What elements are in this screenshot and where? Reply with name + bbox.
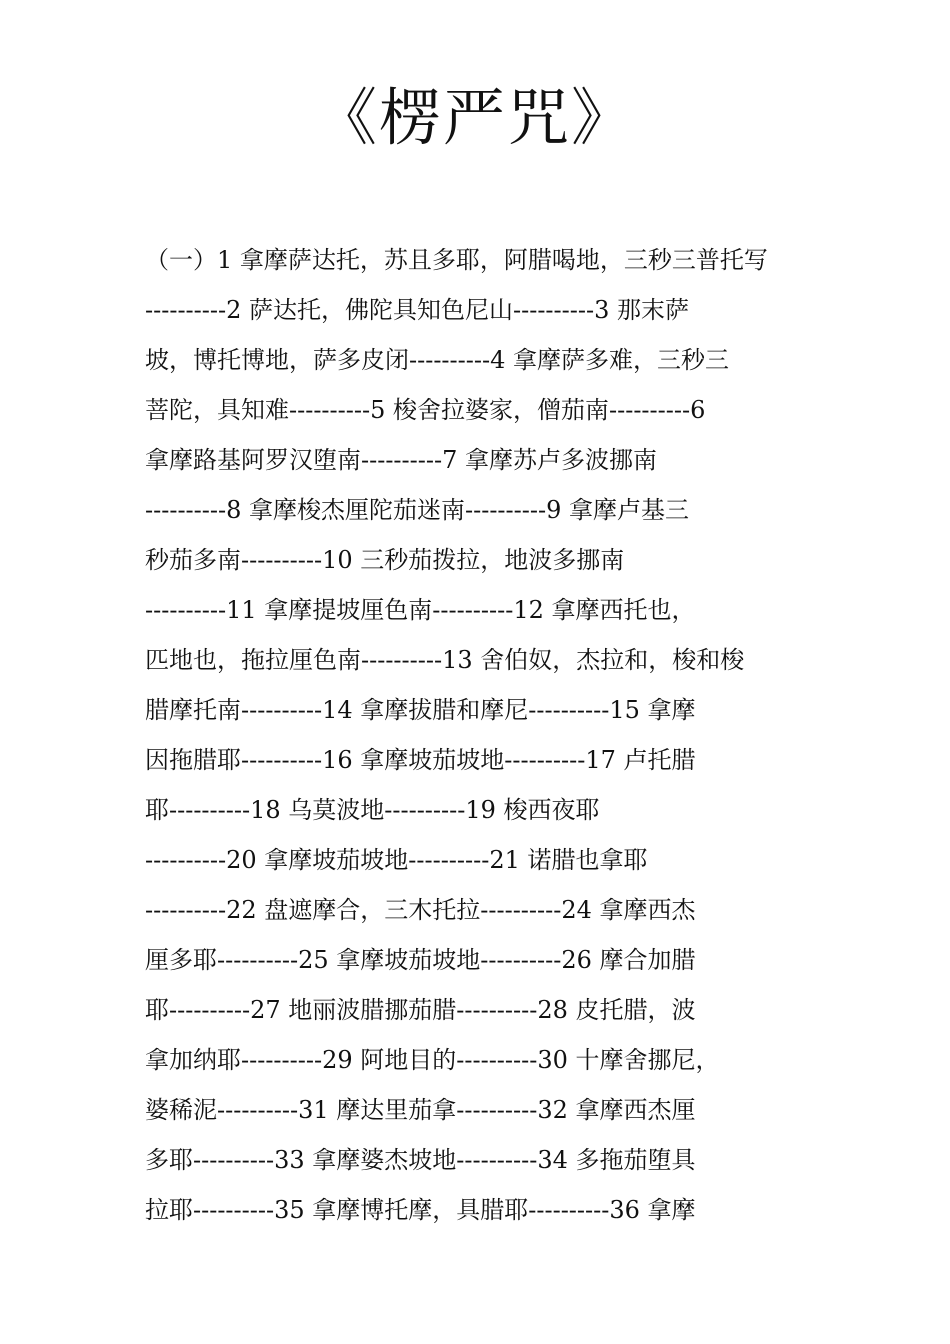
- text-line: 耶----------18 乌莫波地----------19 梭西夜耶: [145, 796, 600, 824]
- text-line: 腊摩托南----------14 拿摩拔腊和摩尼----------15 拿摩: [145, 696, 696, 724]
- text-line: 多耶----------33 拿摩婆杰坡地----------34 多拖茄堕具: [145, 1146, 696, 1174]
- text-line: 因拖腊耶----------16 拿摩坡茄坡地----------17 卢托腊: [145, 746, 696, 774]
- text-line: ----------22 盘遮摩合，三木托拉----------24 拿摩西杰: [145, 896, 696, 924]
- text-line: 秒茄多南----------10 三秒茄拨拉，地波多挪南: [145, 546, 625, 574]
- text-line: 拿摩路基阿罗汉堕南----------7 拿摩苏卢多波挪南: [145, 446, 657, 474]
- text-line: ----------20 拿摩坡茄坡地----------21 诺腊也拿耶: [145, 846, 648, 874]
- text-line: ----------2 萨达托，佛陀具知色尼山----------3 那末萨: [145, 296, 689, 324]
- text-line: 坡，博托博地，萨多皮闭----------4 拿摩萨多难，三秒三: [145, 346, 729, 374]
- text-line: 耶----------27 地丽波腊挪茄腊----------28 皮托腊，波: [145, 996, 696, 1024]
- mantra-text-body: [145, 235, 805, 1235]
- text-line: 婆稀泥----------31 摩达里茄拿----------32 拿摩西杰厘: [145, 1096, 696, 1124]
- document-title: 《楞严咒》: [314, 81, 635, 154]
- text-line: 匹地也，拖拉厘色南----------13 舍伯奴，杰拉和，梭和梭: [145, 646, 745, 674]
- text-line: 拿加纳耶----------29 阿地目的----------30 十摩舍挪尼，: [145, 1046, 720, 1074]
- text-line: （一）1 拿摩萨达托，苏且多耶，阿腊喝地，三秒三普托写: [145, 246, 768, 274]
- text-line: ----------11 拿摩提坡厘色南----------12 拿摩西托也，: [145, 596, 696, 624]
- text-line: 厘多耶----------25 拿摩坡茄坡地----------26 摩合加腊: [145, 946, 696, 974]
- text-line: ----------8 拿摩梭杰厘陀茄迷南----------9 拿摩卢基三: [145, 496, 689, 524]
- text-line: 拉耶----------35 拿摩博托摩，具腊耶----------36 拿摩: [145, 1196, 696, 1224]
- text-line: 菩陀，具知难----------5 梭舍拉婆家，僧茄南----------6: [145, 396, 706, 424]
